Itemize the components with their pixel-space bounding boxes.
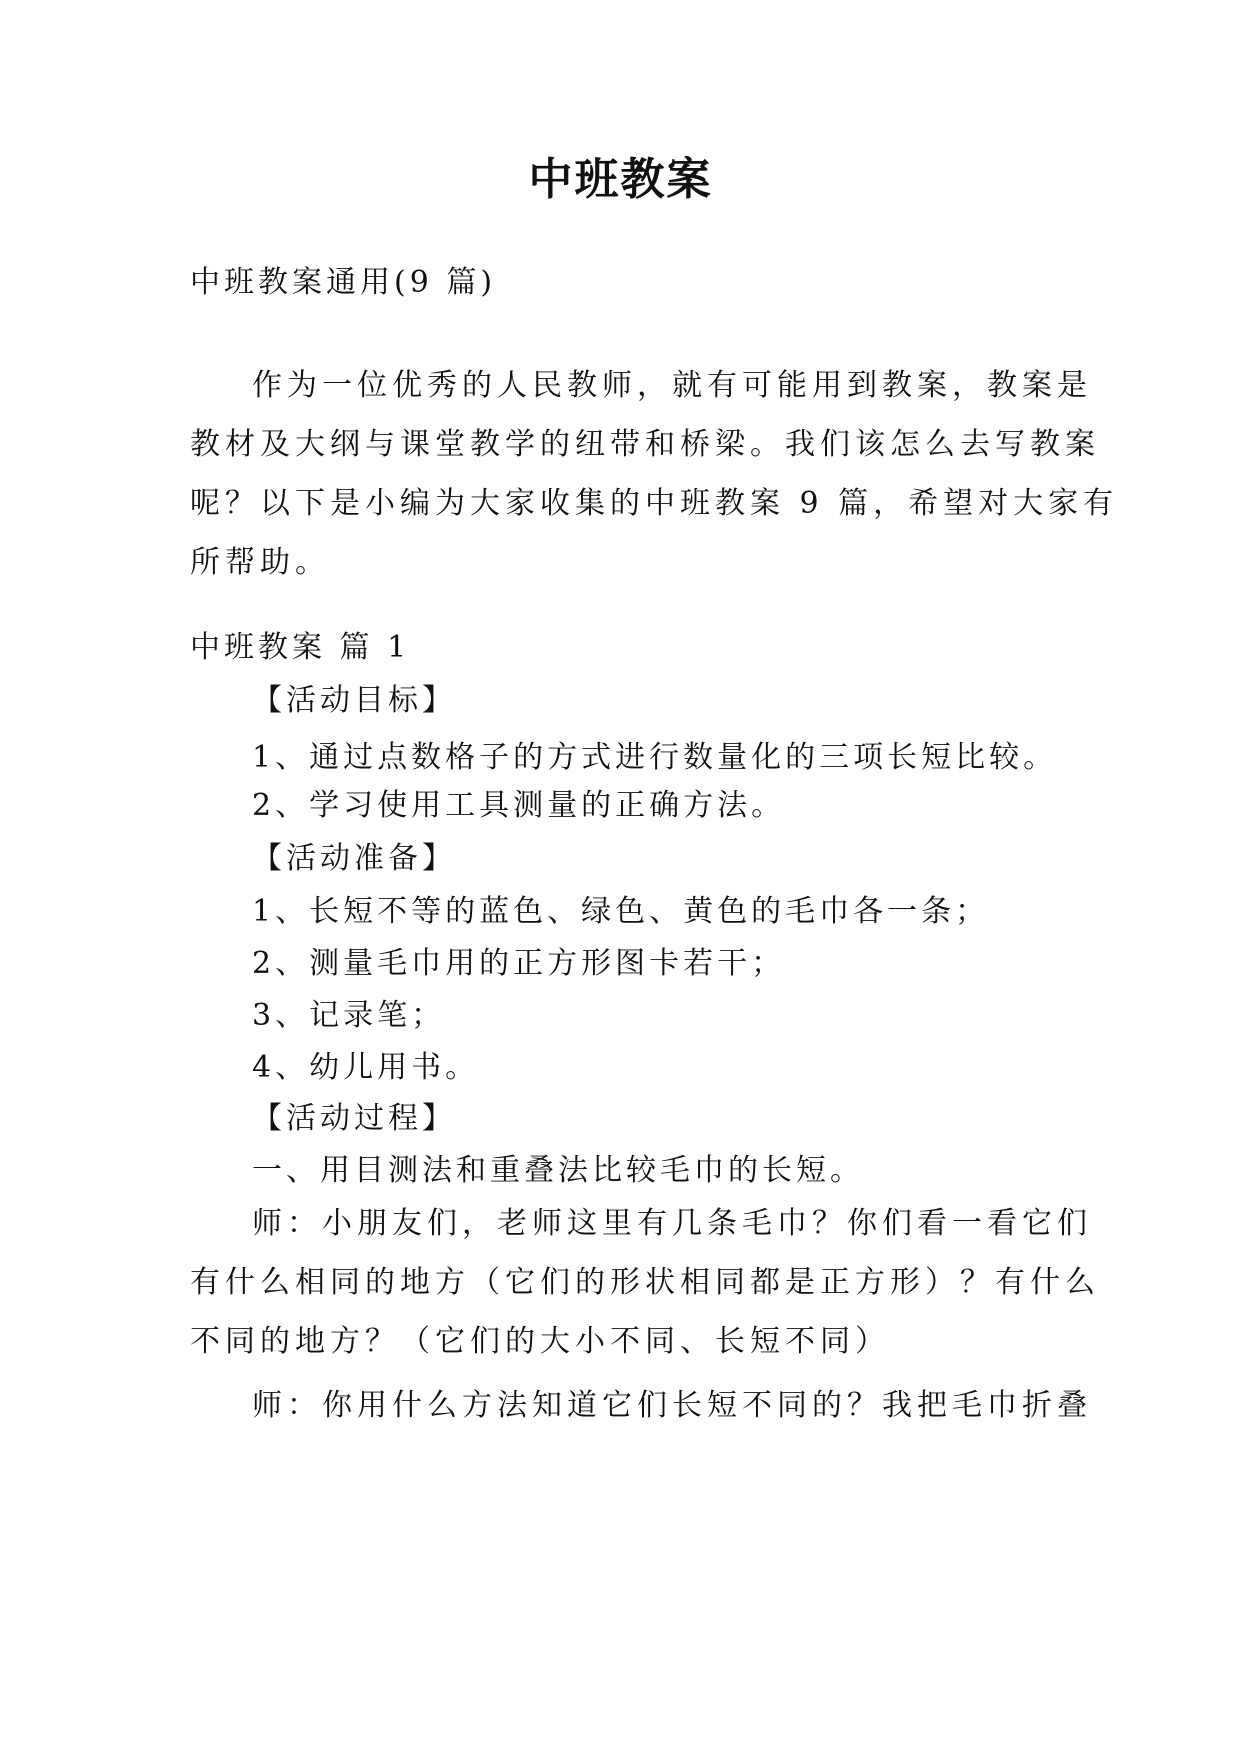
dialog-paragraph — [190, 1194, 1100, 1371]
prep-item: 4、幼儿用书。 — [252, 1050, 480, 1085]
dialog-line: 不同的地方？（它们的大小不同、长短不同） — [190, 1324, 890, 1359]
process-step: 一、用目测法和重叠法比较毛巾的长短。 — [252, 1153, 864, 1188]
intro-line: 呢？以下是小编为大家收集的中班教案 9 篇，希望对大家有 — [190, 486, 1119, 521]
prep-item: 2、测量毛巾用的正方形图卡若干； — [252, 946, 786, 981]
document-title: 中班教案 — [528, 154, 713, 205]
section-heading: 中班教案 篇 1 — [190, 630, 411, 665]
goal-item: 2、学习使用工具测量的正确方法。 — [252, 788, 786, 823]
intro-line: 作为一位优秀的人民教师，就有可能用到教案，教案是 — [252, 368, 1092, 403]
dialog-line: 有什么相同的地方（它们的形状相同都是正方形）？有什么 — [190, 1265, 1100, 1300]
prep-item: 1、长短不等的蓝色、绿色、黄色的毛巾各一条； — [252, 894, 990, 929]
intro-line: 所帮助。 — [190, 545, 330, 580]
goal-heading: 【活动目标】 — [252, 683, 456, 718]
process-heading: 【活动过程】 — [252, 1101, 456, 1136]
prep-item: 3、记录笔； — [252, 998, 446, 1033]
intro-line: 教材及大纲与课堂教学的纽带和桥梁。我们该怎么去写教案 — [190, 427, 1100, 462]
dialog-paragraph — [190, 1376, 1092, 1435]
prep-heading: 【活动准备】 — [252, 841, 456, 876]
dialog-line: 师：你用什么方法知道它们长短不同的？我把毛巾折叠 — [252, 1388, 1092, 1423]
document-subtitle: 中班教案通用(9 篇) — [190, 265, 497, 300]
dialog-line: 师：小朋友们，老师这里有几条毛巾？你们看一看它们 — [252, 1206, 1092, 1241]
goal-item: 1、通过点数格子的方式进行数量化的三项长短比较。 — [252, 740, 1058, 775]
intro-paragraph — [190, 356, 1119, 592]
